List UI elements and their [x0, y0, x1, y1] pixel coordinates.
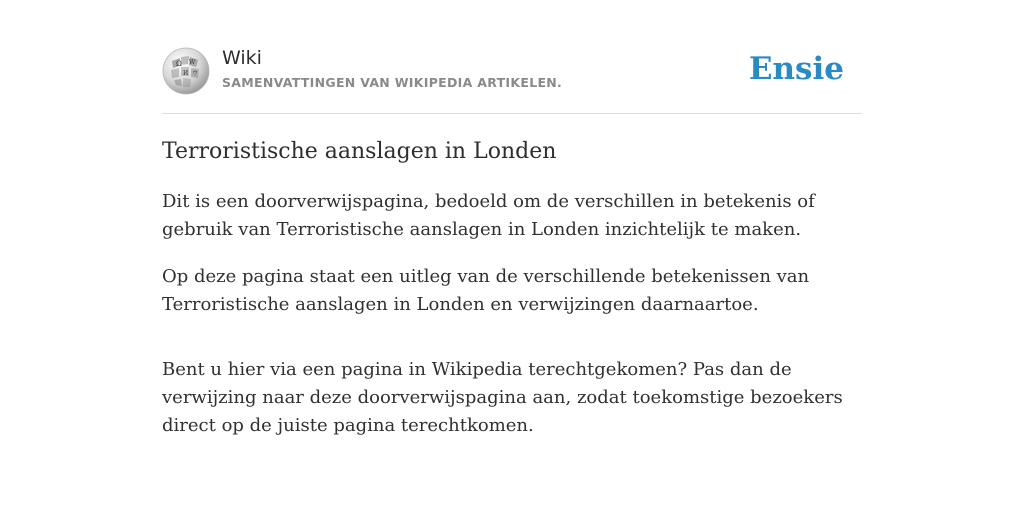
article-paragraph: Dit is een doorverwijspagina, bedoeld om de verschillen in betekenis of gebruik van Terroristische aanslagen in Londen inzichtelijk te maken. [162, 191, 815, 240]
article-paragraph: Op deze pagina staat een uitleg van de verschillende betekenissen van Terroristische aanslagen in Londen en verwijzingen daarnaartoe. [162, 266, 810, 315]
wikipedia-globe-icon[interactable] [162, 47, 210, 95]
svg-text:W: W [189, 59, 196, 66]
site-header [162, 45, 862, 113]
article-content [162, 136, 862, 459]
header-divider [162, 113, 862, 114]
ensie-brand-link[interactable]: Ensie [748, 51, 844, 87]
site-name[interactable]: Wiki [222, 47, 262, 69]
site-tagline: SAMENVATTINGEN VAN WIKIPEDIA ARTIKELEN. [222, 75, 563, 90]
page-title: Terroristische aanslagen in Londen [162, 139, 557, 164]
svg-text:И: И [183, 70, 189, 77]
svg-text:Ω: Ω [176, 60, 182, 68]
svg-text:ウ: ウ [192, 70, 199, 77]
article-paragraph: Bent u hier via een pagina in Wikipedia terechtgekomen? Pas dan de verwijzing naar deze doorverwijspagina aan, zodat toekomstige bezoekers direct op de juiste pagina terechtkomen. [162, 359, 843, 436]
